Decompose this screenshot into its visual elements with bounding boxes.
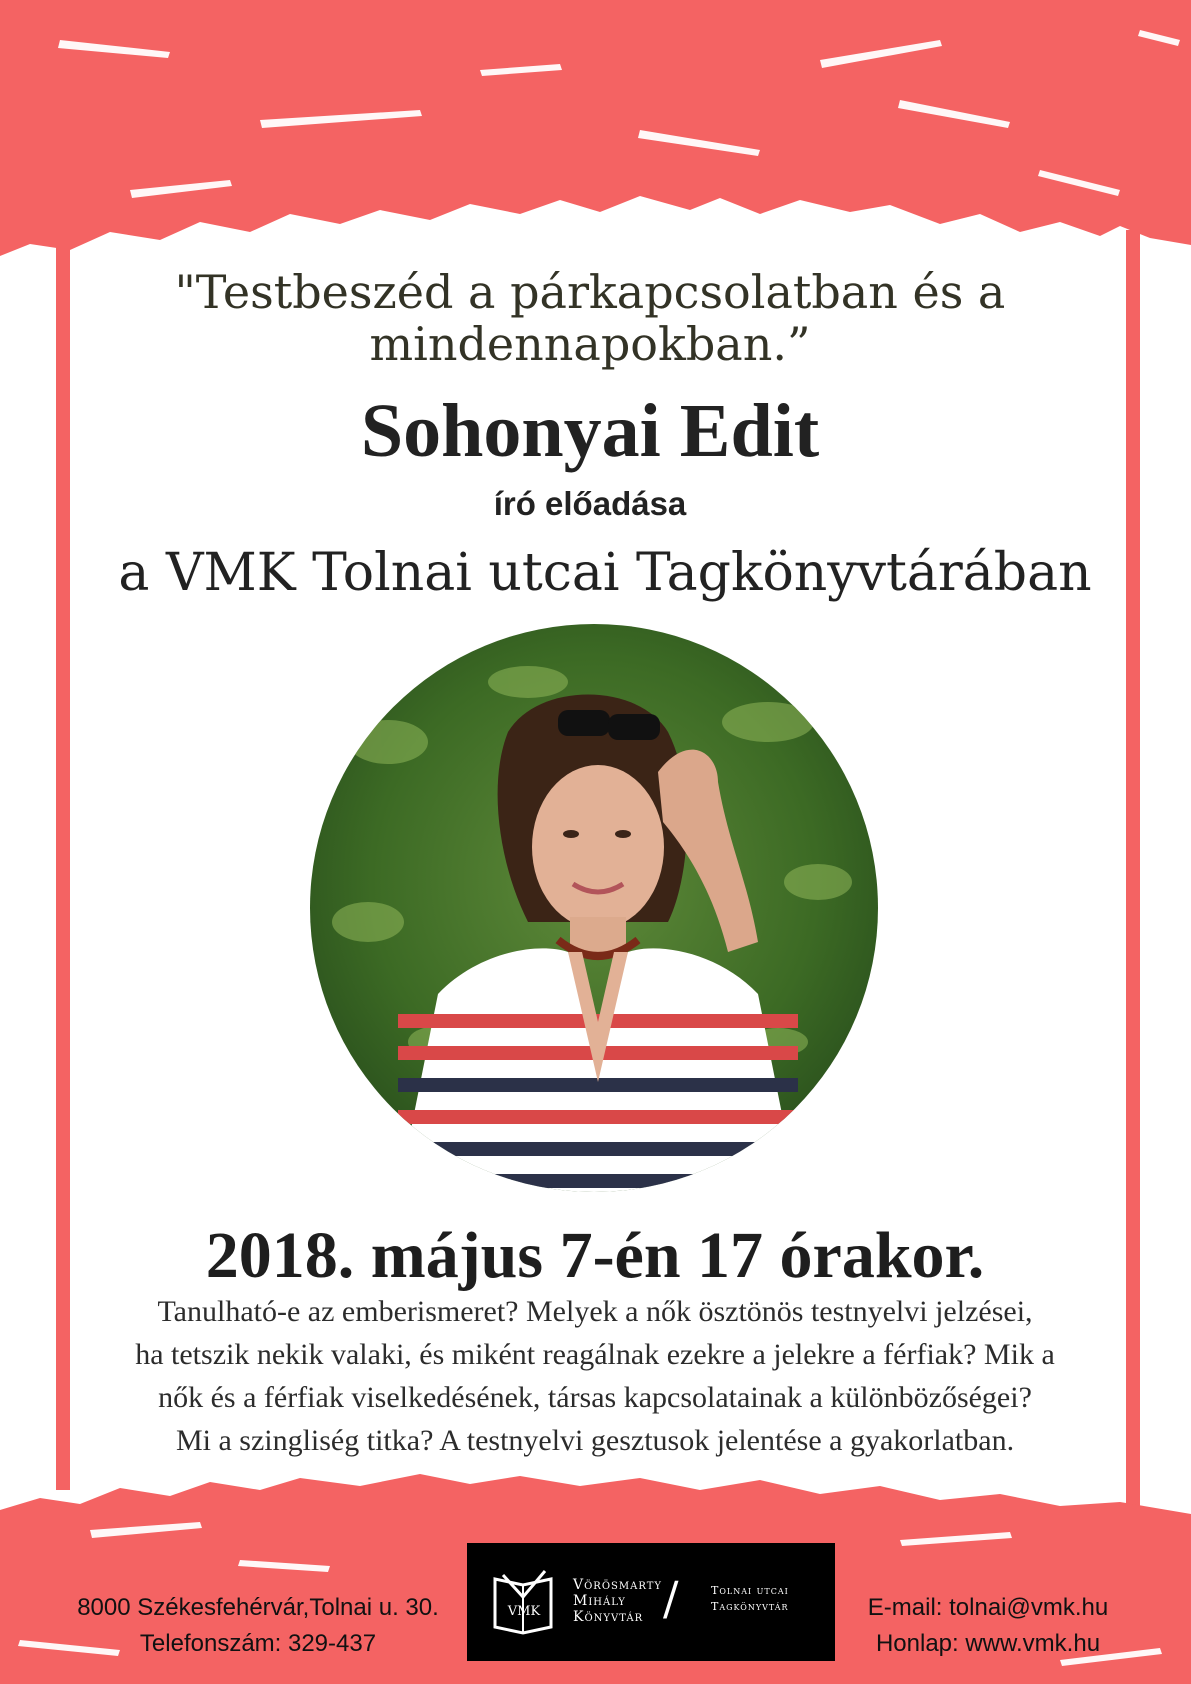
branch-name [711, 1583, 789, 1615]
book-logo-icon [489, 1569, 559, 1635]
phone: Telefonszám: 329-437 [139, 1630, 377, 1657]
logo-mark-text: VMK [507, 1604, 541, 1619]
lecture-title-line2: mindennapokban.” [369, 317, 811, 371]
description-line: Tanulható-e az emberismeret? Melyek a nők ösztönös testnyelvi jelzései, [157, 1295, 1033, 1328]
description-line: ha tetszik nekik valaki, és miként reagálnak ezekre a jelekre a férfiak? Mik a [135, 1338, 1055, 1371]
library-name-line3: Könyvtár [573, 1609, 644, 1625]
contact-left [38, 1590, 478, 1662]
venue-line: a VMK Tolnai utcai Tagkönyvtárában [118, 543, 1092, 603]
website: Honlap: www.vmk.hu [875, 1630, 1101, 1657]
event-datetime: 2018. május 7-én 17 órakor. [205, 1219, 985, 1292]
description-line: Mi a szingliség titka? A testnyelvi gesztusok jelentése a gyakorlatban. [175, 1424, 1015, 1457]
address: 8000 Székesfehérvár,Tolnai u. 30. [77, 1594, 439, 1621]
email: E-mail: tolnai@vmk.hu [867, 1594, 1109, 1621]
speaker-portrait [308, 622, 880, 1194]
top-brush-stroke [0, 0, 1191, 256]
lecture-title-line1: "Testbeszéd a párkapcsolatban és a [174, 265, 1006, 319]
event-description [60, 1290, 1130, 1462]
logo-slash: / [663, 1571, 680, 1625]
contact-right [838, 1590, 1138, 1662]
branch-name-line2: Tagkönyvtár [711, 1600, 789, 1613]
library-name [573, 1577, 662, 1625]
library-logo [467, 1543, 835, 1661]
branch-name-line1: Tolnai utcai [711, 1584, 789, 1597]
library-name-line2: Mihály [573, 1593, 626, 1609]
description-line: nők és a férfiak viselkedésének, társas kapcsolatainak a különbözőségei? [158, 1381, 1032, 1414]
lecture-title [150, 266, 1030, 370]
library-name-line1: Vörösmarty [573, 1577, 662, 1593]
speaker-role: író előadása [493, 485, 687, 522]
speaker-name: Sohonyai Edit [360, 389, 820, 473]
